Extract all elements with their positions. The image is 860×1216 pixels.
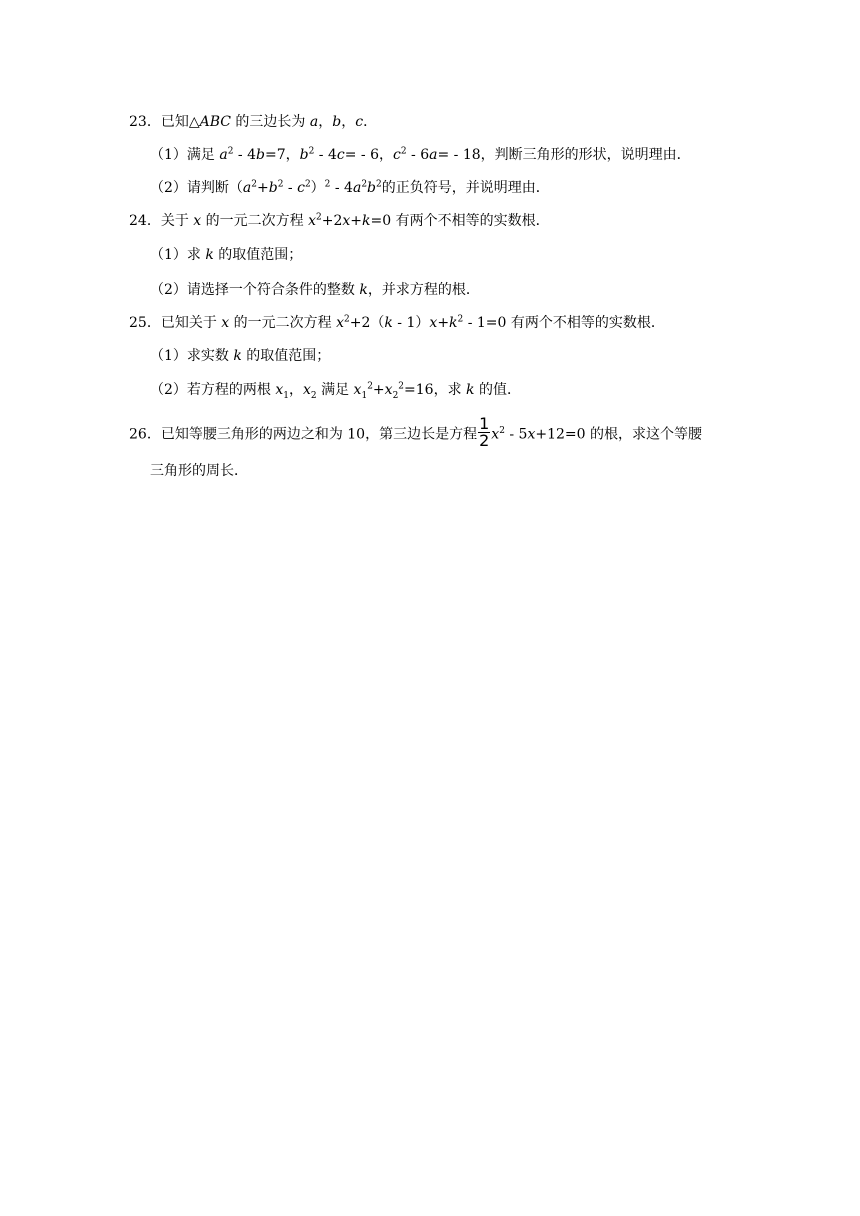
text: =16，求 [404, 382, 467, 398]
text: - 1=0 有两个不相等的实数根． [463, 315, 665, 331]
fraction [478, 416, 490, 449]
exponent: 2 [367, 381, 373, 392]
subscript: 1 [283, 390, 289, 401]
exponent: 2 [324, 179, 331, 190]
var: k [449, 315, 458, 331]
question-24-part-2 [150, 280, 480, 300]
var: x [275, 382, 284, 398]
text: = - 6， [344, 147, 393, 163]
var: k [466, 382, 475, 398]
var: c [336, 147, 345, 163]
exponent: 2 [251, 179, 258, 190]
var: k [362, 213, 371, 229]
text: 的值． [474, 382, 521, 398]
text: ） [310, 180, 325, 196]
text: ， [289, 382, 303, 398]
var: a [242, 180, 252, 196]
text: + [437, 315, 450, 331]
exponent: 2 [400, 146, 407, 157]
var: a [429, 147, 438, 163]
var: x [527, 426, 536, 443]
var: x [353, 382, 362, 398]
text: =0 有两个不相等的实数根． [370, 213, 550, 229]
question-25-stem [129, 313, 665, 333]
question-23-stem [129, 112, 377, 132]
exponent: 2 [361, 179, 368, 190]
triangle-name: ABC [199, 114, 231, 130]
exponent: 2 [398, 381, 405, 392]
var: k [205, 247, 214, 263]
question-26-stem [129, 414, 703, 450]
var: x [429, 315, 438, 331]
exponent: 2 [344, 314, 350, 325]
text: + [350, 213, 363, 229]
text: =7， [264, 147, 300, 163]
text: - 5 [504, 426, 528, 443]
var: x [303, 382, 311, 398]
var: c [355, 114, 364, 130]
question-number: 23． [129, 114, 161, 130]
var: b [256, 147, 265, 163]
var: b [332, 114, 342, 130]
var: x [308, 213, 316, 229]
var: b [268, 180, 278, 196]
subscript: 2 [310, 390, 317, 401]
text: 已知关于 [160, 315, 222, 331]
var: b [367, 180, 377, 196]
text: - 4 [233, 147, 256, 163]
text: - 6 [406, 147, 430, 163]
question-24-part-1 [150, 245, 302, 265]
text: ，并求方程的根． [367, 282, 480, 298]
text: 的一元二次方程 [229, 315, 337, 331]
exponent: 2 [499, 425, 505, 436]
exponent: 2 [457, 314, 464, 325]
text: 已知等腰三角形的两边之和为 10，第三边长是方程 [160, 426, 478, 443]
var: k [233, 348, 242, 364]
text: （1）满足 [150, 147, 220, 163]
question-23-part-1 [150, 145, 691, 165]
text: + [257, 180, 269, 196]
text: 的一元二次方程 [201, 213, 309, 229]
text: ． [363, 114, 378, 130]
question-26-continuation: 三角形的周长． [150, 463, 248, 479]
question-number: 26． [129, 426, 161, 443]
exponent: 2 [277, 179, 284, 190]
text: 的取值范围； [213, 247, 303, 263]
text: 关于 [160, 213, 194, 229]
text: 的取值范围； [241, 348, 331, 364]
var: k [384, 315, 393, 331]
question-number: 24． [129, 213, 161, 229]
exponent: 2 [308, 146, 315, 157]
var: x [221, 315, 230, 331]
exponent: 2 [227, 146, 234, 157]
text: - 4 [314, 147, 337, 163]
var: a [219, 147, 228, 163]
var: x [342, 213, 351, 229]
var: c [392, 147, 401, 163]
text: 满足 [316, 382, 354, 398]
question-23-part-2 [150, 178, 550, 198]
text: 已知△ [160, 114, 200, 130]
var: x [384, 382, 393, 398]
text: （2）请判断（ [150, 180, 243, 196]
question-number: 25． [129, 315, 161, 331]
text: 的正负符号，并说明理由． [381, 180, 550, 196]
text: - [283, 180, 298, 196]
text: （2）请选择一个符合条件的整数 [150, 282, 360, 298]
subscript: 1 [361, 390, 368, 401]
question-24-stem [129, 211, 550, 231]
var: a [352, 180, 362, 196]
text: +12=0 的根，求这个等腰 [535, 426, 703, 443]
var: k [359, 282, 368, 298]
text: 的三边长为 [230, 114, 310, 130]
text: = - 18，判断三角形的形状，说明理由． [437, 147, 691, 163]
exponent: 2 [304, 179, 311, 190]
var: x [491, 426, 500, 443]
text: （1）求实数 [150, 348, 234, 364]
question-25-part-1 [150, 346, 330, 366]
text: - 1） [392, 315, 430, 331]
var: x [336, 315, 344, 331]
fraction-numerator: 1 [479, 414, 490, 433]
text: ， [318, 114, 333, 130]
fraction-denominator: 2 [479, 431, 490, 450]
text: +2（ [349, 315, 385, 331]
text: + [372, 382, 385, 398]
text: （1）求 [150, 247, 206, 263]
var: x [193, 213, 202, 229]
var: a [309, 114, 319, 130]
text: ， [341, 114, 356, 130]
text: - 4 [330, 180, 353, 196]
exponent: 2 [376, 179, 382, 190]
var: c [297, 180, 305, 196]
question-25-part-2 [150, 380, 521, 400]
text: （2）若方程的两根 [150, 382, 276, 398]
subscript: 2 [392, 390, 399, 401]
exponent: 2 [316, 212, 322, 223]
var: b [299, 147, 309, 163]
text: +2 [321, 213, 343, 229]
